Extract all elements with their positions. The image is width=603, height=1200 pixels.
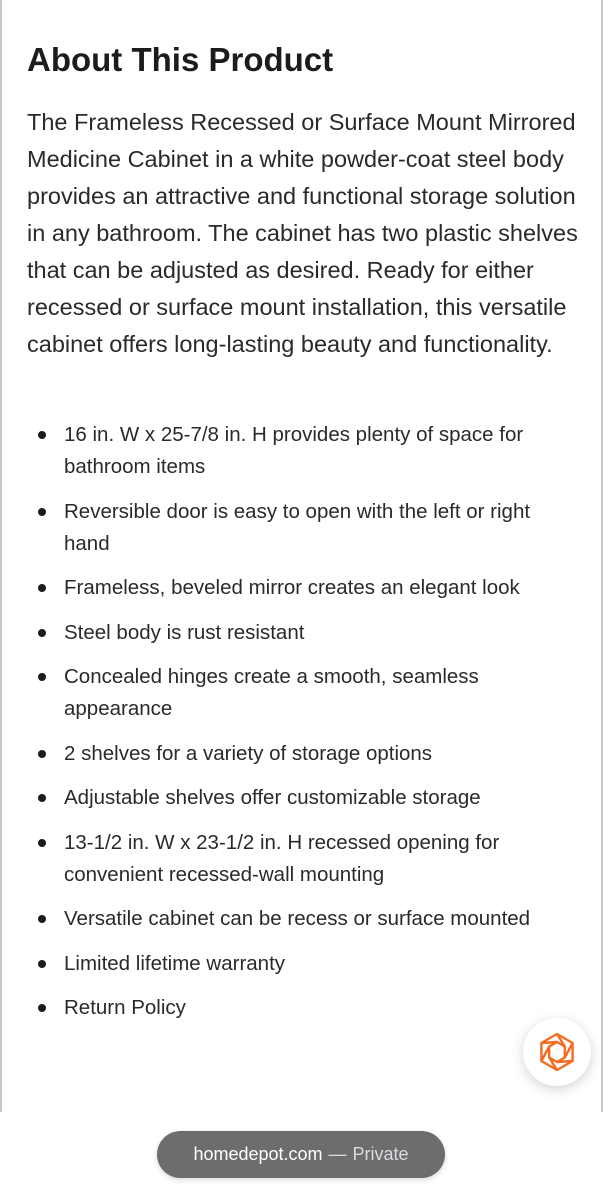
list-item [27,738,534,770]
bullet-icon [38,629,46,637]
feature-text: 13-1/2 in. W x 23-1/2 in. H recessed opening for convenient recessed-wall mounting [64,830,500,886]
list-item [27,419,534,483]
list-item [27,827,534,891]
bullet-icon [38,915,46,923]
bullet-icon [38,1004,46,1012]
bullet-icon [38,750,46,758]
private-mode-label: Private [352,1144,409,1164]
feature-text: 2 shelves for a variety of storage options [64,741,433,765]
chat-button[interactable] [523,1018,591,1086]
feature-text: Concealed hinges create a smooth, seamless appearance [64,665,479,720]
address-bar[interactable] [157,1131,445,1178]
bullet-icon [38,508,46,516]
list-item [27,496,534,560]
feature-list [27,419,587,1024]
return-policy-link[interactable]: Return Policy [64,996,186,1019]
feature-text: Frameless, beveled mirror creates an elegant look [64,576,520,599]
list-item [27,782,534,814]
bullet-icon [38,584,46,592]
product-description: The Frameless Recessed or Surface Mount Mirrored Medicine Cabinet in a white powder-coat steel body provides an attractive and functional storage solution in any bathroom. The cabinet has two plastic shelves that can be adjusted as desired. Ready for either recessed or surface mount installation, this versatile cabinet offers long-lasting beauty and functionality. [27,109,578,357]
list-item [27,948,534,980]
feature-text: Adjustable shelves offer customizable storage [64,786,481,809]
feature-text: Limited lifetime warranty [64,951,286,975]
bullet-icon [38,673,46,681]
bullet-icon [38,431,46,439]
hexagon-chat-icon [536,1031,578,1073]
bullet-icon [38,839,46,847]
about-product-section [27,38,587,1037]
url-domain: homedepot.com [193,1144,323,1164]
bullet-icon [38,960,46,968]
list-item[interactable] [27,992,534,1024]
feature-text: 16 in. W x 25-7/8 in. H provides plenty of space for bathroom items [64,423,524,478]
url-separator: — [328,1144,347,1164]
bullet-icon [38,794,46,802]
list-item [27,903,534,935]
section-title: About This Product [27,41,334,78]
feature-text: Reversible door is easy to open with the left or right hand [64,499,531,555]
list-item [27,572,534,604]
feature-text: Versatile cabinet can be recess or surface mounted [64,907,531,930]
list-item [27,661,534,725]
list-item [27,617,534,649]
feature-text: Steel body is rust resistant [64,620,305,644]
